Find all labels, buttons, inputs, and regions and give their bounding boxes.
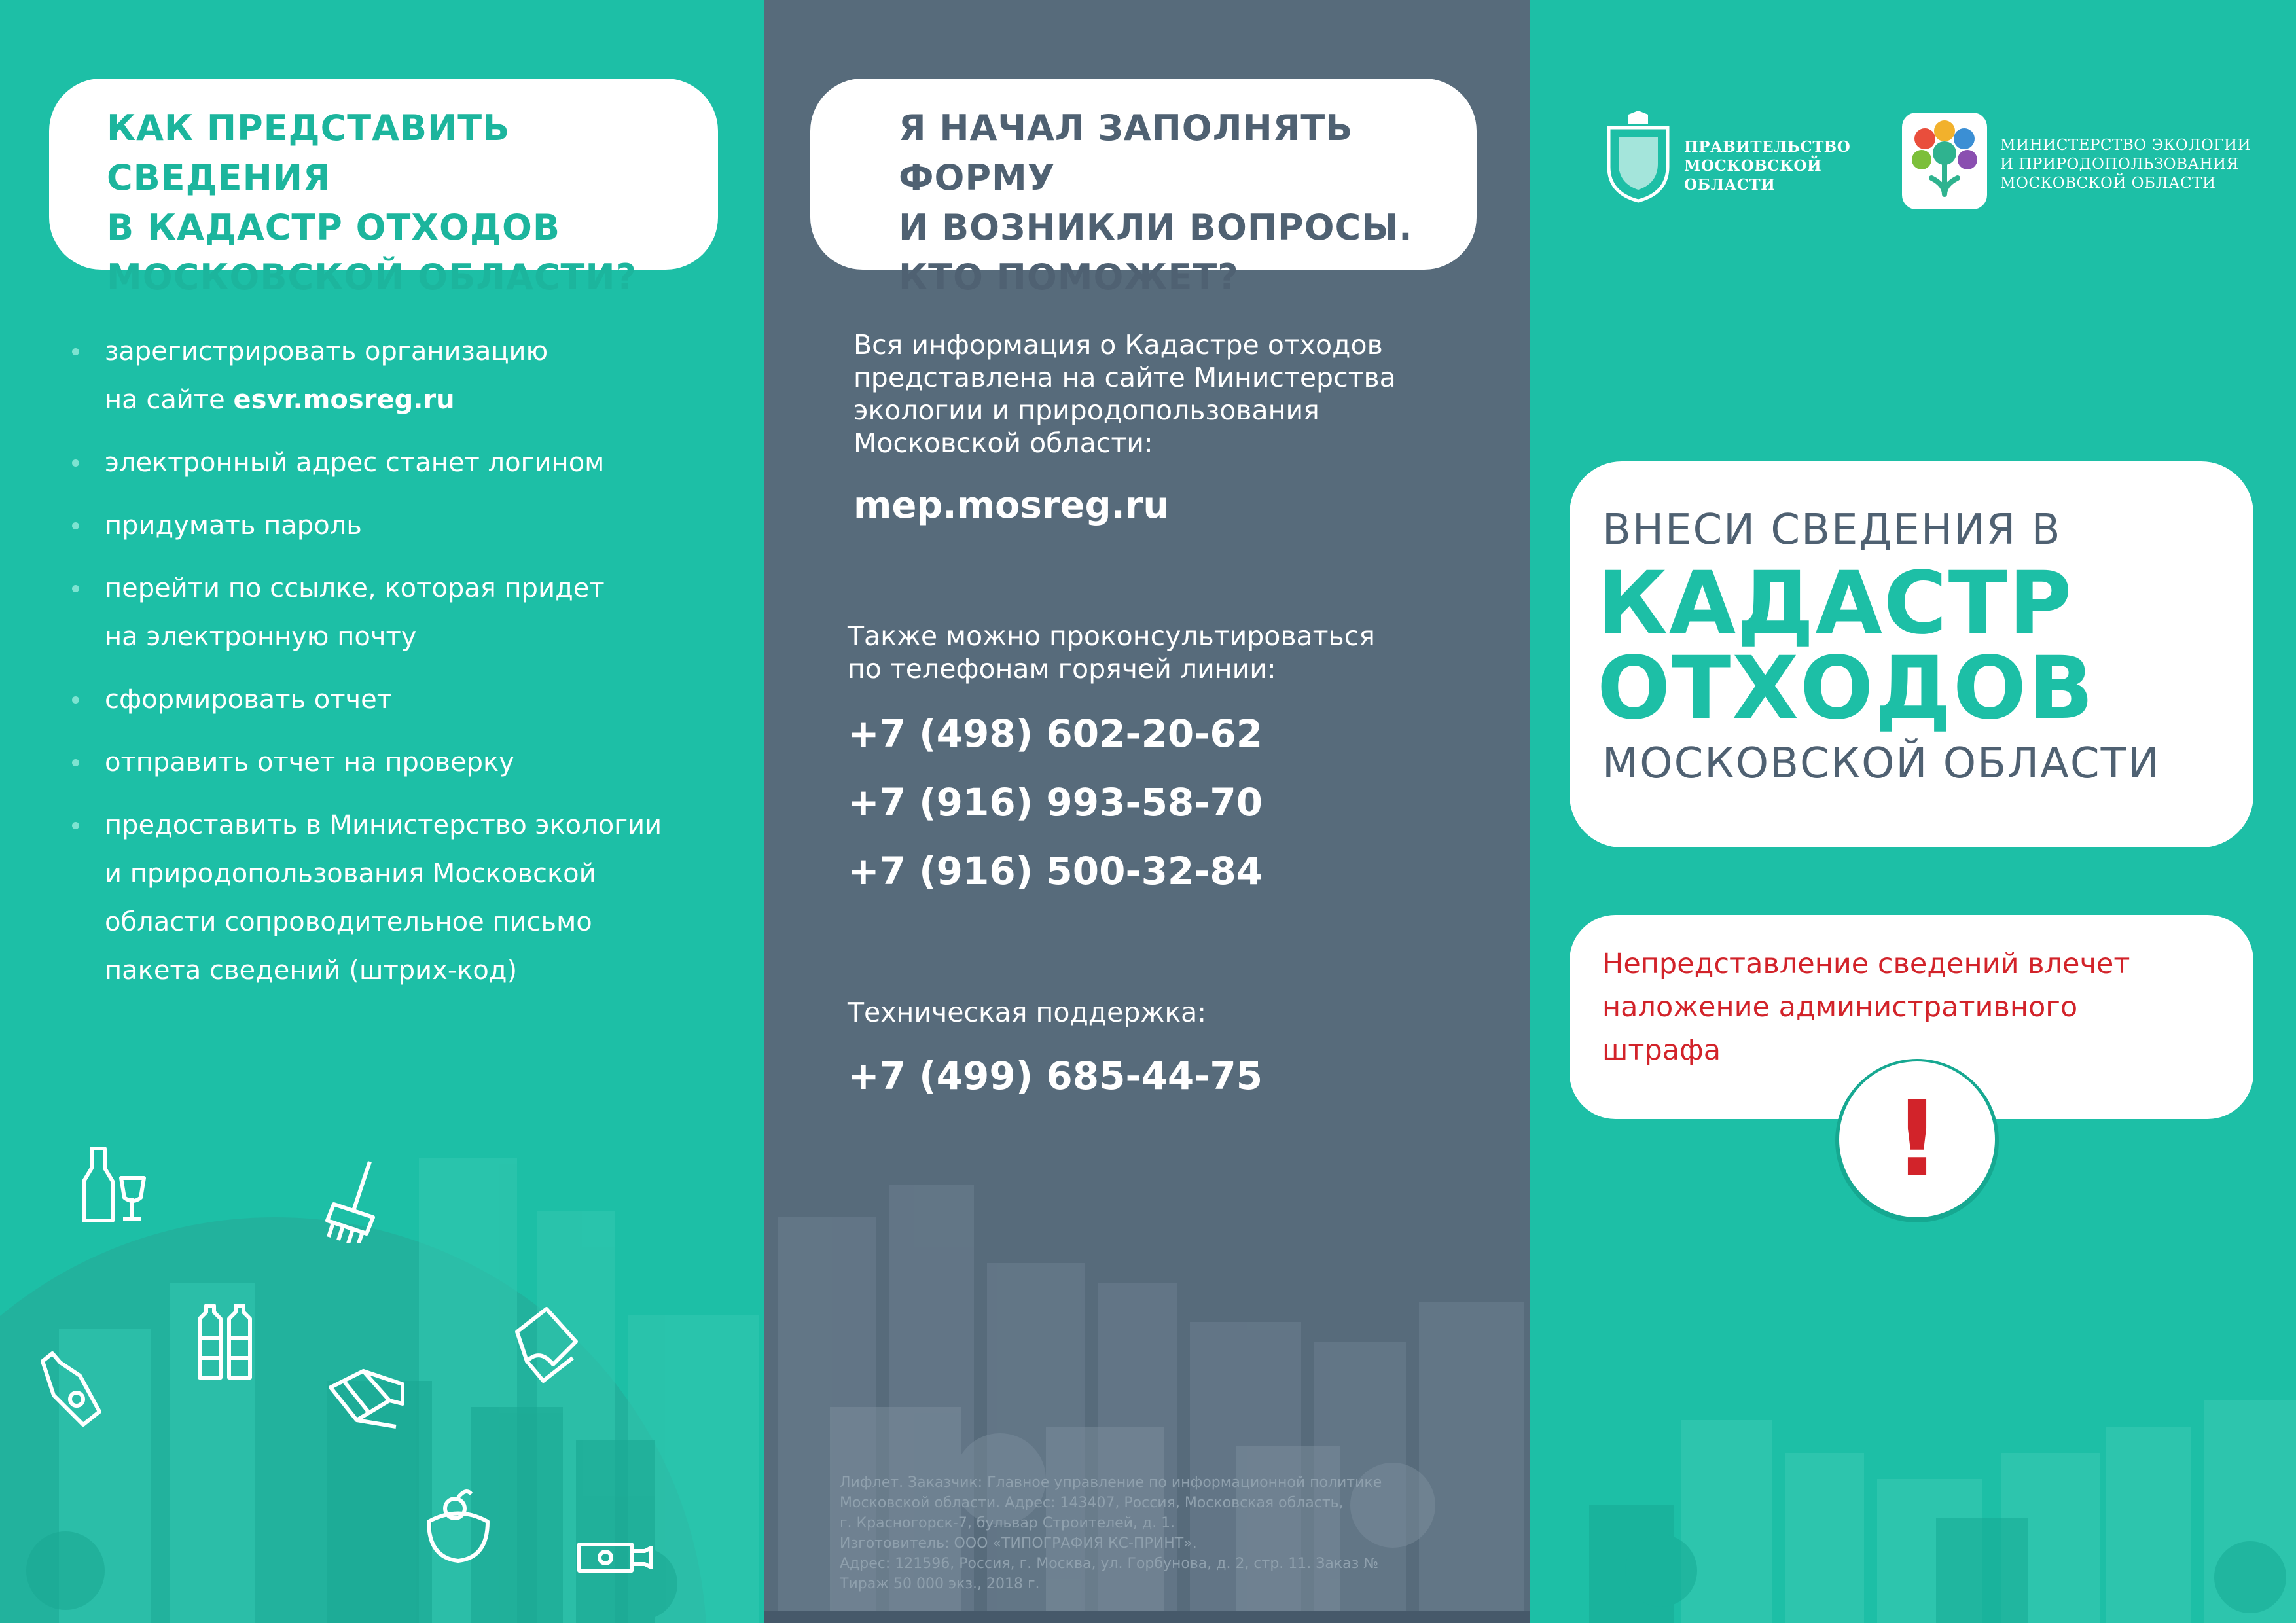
step-text: придумать пароль bbox=[105, 510, 362, 541]
step-text: перейти по ссылке, которая придет bbox=[105, 573, 605, 603]
list-item bbox=[72, 675, 700, 724]
step-text: отправить отчет на проверку bbox=[105, 747, 514, 777]
step-text: зарегистрировать организацию bbox=[105, 336, 548, 366]
middle-heading-line: И ВОЗНИКЛИ ВОПРОСЫ. bbox=[899, 207, 1413, 248]
ministry-line: МОСКОВСКОЙ ОБЛАСТИ bbox=[2000, 175, 2216, 192]
steps-list bbox=[72, 327, 700, 1009]
imprint-line: Тираж 50 000 экз., 2018 г. bbox=[840, 1576, 1040, 1592]
ministry-site-link[interactable]: mep.mosreg.ru bbox=[853, 484, 1170, 527]
step-text: электронный адрес станет логином bbox=[105, 448, 605, 478]
step-text: сформировать отчет bbox=[105, 685, 393, 715]
ministry-logo-text bbox=[2000, 136, 2251, 193]
support-label: Техническая поддержка: bbox=[848, 997, 1207, 1028]
list-item bbox=[72, 501, 700, 550]
left-panel bbox=[0, 0, 764, 1623]
imprint-line: Лифлет. Заказчик: Главное управление по информационной политике bbox=[840, 1474, 1382, 1491]
warning-line: наложение административного bbox=[1602, 991, 2078, 1024]
info-line: экологии и природопользования bbox=[853, 395, 1319, 426]
middle-heading-line: Я НАЧАЛ ЗАПОЛНЯТЬ ФОРМУ bbox=[899, 107, 1354, 198]
left-heading-bubble bbox=[49, 79, 718, 298]
info-text bbox=[853, 329, 1396, 459]
step-text: предоставить в Министерство экологии bbox=[105, 810, 662, 840]
step-text: на электронную почту bbox=[105, 622, 417, 652]
ministry-line: МИНИСТЕРСТВО ЭКОЛОГИИ bbox=[2000, 137, 2251, 154]
plastic-bottle-icon bbox=[36, 1348, 108, 1433]
bottle-glass-icon bbox=[72, 1142, 157, 1227]
gov-line: ПРАВИТЕЛЬСТВО bbox=[1684, 138, 1851, 156]
left-heading bbox=[107, 103, 718, 302]
middle-heading-line: КТО ПОМОЖЕТ? bbox=[899, 257, 1239, 298]
step-text: области сопроводительное письмо bbox=[105, 907, 592, 937]
list-item bbox=[72, 738, 700, 787]
left-heading-line: В КАДАСТР ОТХОДОВ bbox=[107, 207, 561, 248]
exclamation-icon: ! bbox=[1893, 1078, 1941, 1200]
gov-line: МОСКОВСКОЙ bbox=[1684, 157, 1822, 175]
coat-of-arms-icon bbox=[1602, 108, 1674, 203]
ministry-line: И ПРИРОДОПОЛЬЗОВАНИЯ bbox=[2000, 156, 2239, 173]
phone-number[interactable]: +7 (916) 993-58-70 bbox=[848, 780, 1263, 825]
step-text: и природопользования Московской bbox=[105, 859, 596, 889]
esvr-link[interactable]: esvr.mosreg.ru bbox=[233, 385, 455, 415]
middle-heading bbox=[899, 103, 1477, 302]
imprint-line: Московской области. Адрес: 143407, Россия, Московская область, bbox=[840, 1495, 1344, 1511]
middle-panel bbox=[764, 0, 1530, 1623]
list-item bbox=[72, 438, 700, 487]
warning-line: Непредставление сведений влечет bbox=[1602, 948, 2130, 980]
imprint-text bbox=[840, 1472, 1481, 1594]
support-phone[interactable]: +7 (499) 685-44-75 bbox=[848, 1054, 1263, 1098]
step-text: на сайте bbox=[105, 385, 234, 415]
title-bottom: МОСКОВСКОЙ ОБЛАСТИ bbox=[1602, 740, 2161, 788]
gov-line: ОБЛАСТИ bbox=[1684, 176, 1776, 194]
list-item bbox=[72, 564, 700, 661]
info-line: Вся информация о Кадастре отходов bbox=[853, 329, 1383, 361]
list-item bbox=[72, 801, 700, 995]
left-heading-line: КАК ПРЕДСТАВИТЬ СВЕДЕНИЯ bbox=[107, 107, 511, 198]
step-text: пакета сведений (штрих-код) bbox=[105, 955, 518, 986]
warning-line: штрафа bbox=[1602, 1034, 1721, 1067]
title-top: ВНЕСИ СВЕДЕНИЯ В bbox=[1602, 506, 2062, 554]
government-logo-text bbox=[1684, 137, 1850, 194]
broom-icon bbox=[314, 1158, 386, 1243]
hotline-intro bbox=[848, 620, 1375, 685]
left-heading-line: МОСКОВСКОЙ ОБЛАСТИ? bbox=[107, 257, 637, 298]
info-line: представлена на сайте Министерства bbox=[853, 362, 1396, 393]
hotline-intro-line: по телефонам горячей линии: bbox=[848, 653, 1276, 685]
paper-icon bbox=[504, 1302, 583, 1387]
info-line: Московской области: bbox=[853, 427, 1153, 459]
warning-circle bbox=[1839, 1061, 1995, 1217]
battery-icon bbox=[573, 1535, 658, 1580]
cans-icon bbox=[324, 1361, 416, 1440]
middle-heading-bubble bbox=[810, 79, 1477, 298]
right-panel bbox=[1530, 0, 2296, 1623]
title-main-line1: КАДАСТР bbox=[1597, 553, 2073, 654]
phone-number[interactable]: +7 (916) 500-32-84 bbox=[848, 849, 1263, 893]
imprint-line: Адрес: 121596, Россия, г. Москва, ул. Горбунова, д. 2, стр. 11. Заказ № bbox=[840, 1556, 1379, 1572]
list-item bbox=[72, 327, 700, 424]
title-main-line2: ОТХОДОВ bbox=[1597, 638, 2095, 739]
bottles-pack-icon bbox=[190, 1299, 262, 1384]
imprint-line: Изготовитель: ООО «ТИПОГРАФИЯ КС-ПРИНТ». bbox=[840, 1535, 1197, 1552]
imprint-line: г. Красногорск-7, бульвар Строителей, д. 1. bbox=[840, 1515, 1175, 1531]
food-waste-icon bbox=[419, 1486, 497, 1571]
title-bubble bbox=[1570, 461, 2253, 847]
ministry-logo bbox=[1902, 113, 1987, 209]
phone-number[interactable]: +7 (498) 602-20-62 bbox=[848, 711, 1263, 756]
tree-icon bbox=[1902, 113, 1987, 209]
hotline-intro-line: Также можно проконсультироваться bbox=[848, 620, 1375, 652]
